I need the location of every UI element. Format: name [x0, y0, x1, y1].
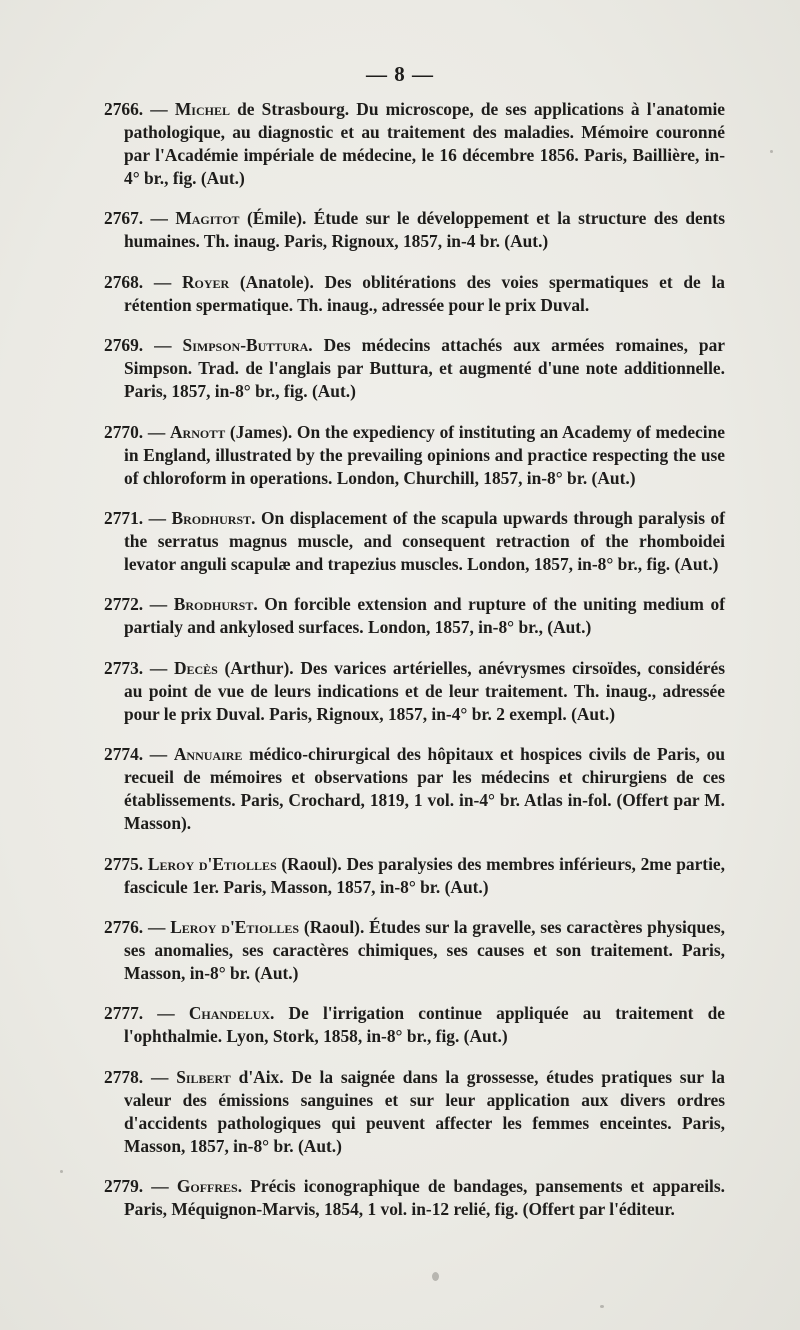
- catalogue-entry: [104, 1066, 725, 1158]
- entry-number: 2773.: [104, 657, 144, 678]
- entry-number: 2778.: [104, 1066, 144, 1087]
- entry-number: 2772.: [104, 594, 144, 615]
- entry-number: 2779.: [104, 1176, 144, 1197]
- entry-author: Arnott: [169, 421, 226, 442]
- entry-author: Brodhurst: [173, 594, 254, 615]
- entry-author: Magitot: [175, 208, 240, 229]
- entry-author: Michel: [174, 99, 230, 119]
- entry-author: Brodhurst: [171, 507, 252, 528]
- catalogue-entry: [104, 421, 725, 490]
- entry-separator: —: [143, 1066, 177, 1087]
- catalogue-entry: [104, 743, 725, 835]
- entry-number: 2769.: [104, 335, 144, 356]
- catalogue-entries: [104, 98, 725, 1233]
- catalogue-entry: [104, 853, 725, 899]
- entry-separator: —: [143, 271, 182, 292]
- entry-text: . De l'irrigation continue appliquée au traitement de l'ophthalmie. Lyon, Stork, 1858, in-8° br., fig. (Aut.): [124, 1003, 725, 1047]
- entry-separator: —: [143, 421, 170, 442]
- entry-separator: —: [143, 916, 171, 937]
- entry-separator: —: [143, 594, 174, 615]
- entry-text: (Émile). Étude sur le développement et la structure des dents humaines. Th. inaug. Paris, Rignoux, 1857, in-4 br. (Aut.): [124, 208, 725, 252]
- entry-author: Silbert: [176, 1066, 231, 1087]
- entry-author: Decès: [173, 657, 218, 678]
- paper-speck: [600, 1305, 604, 1308]
- catalogue-entry: [104, 1002, 725, 1048]
- entry-text: (Arthur). Des varices artérielles, anévrysmes cirsoïdes, considérés au point de vue de leurs indications et de leur traitement. Th. inaug., adressée pour le prix Duval. Paris, Rignoux, 1857, in-4° br. 2 exempl. (Aut.): [124, 657, 725, 724]
- entry-author: Goffres: [176, 1176, 238, 1197]
- catalogue-entry: [104, 98, 725, 190]
- entry-author: Chandelux: [188, 1003, 271, 1024]
- entry-number: 2766.: [104, 99, 144, 119]
- entry-separator: —: [143, 335, 183, 356]
- paper-speck: [60, 1170, 63, 1173]
- entry-number: 2777.: [104, 1003, 144, 1024]
- entry-text: de Strasbourg. Du microscope, de ses applications à l'anatomie pathologique, au diagnostic et au traitement des maladies. Mémoire couronné par l'Académie impériale de médecine, le 16 décembre 1856. Paris, Baillière, in-4° br., fig. (Aut.): [124, 99, 725, 188]
- paper-speck: [432, 1272, 439, 1281]
- entry-number: 2770.: [104, 421, 144, 442]
- catalogue-entry: [104, 916, 725, 985]
- entry-separator: —: [143, 507, 172, 528]
- entry-author: Leroy d'Etiolles: [170, 916, 300, 937]
- entry-text: (Anatole). Des oblitérations des voies spermatiques et de la rétention spermatique. Th. inaug., adressée pour le prix Duval.: [124, 271, 725, 315]
- entry-separator: —: [143, 744, 174, 765]
- entry-separator: —: [143, 657, 174, 678]
- paper-speck: [770, 150, 773, 153]
- entry-text: . Précis iconographique de bandages, pansements et appareils. Paris, Méquignon-Marvis, 1854, 1 vol. in-12 relié, fig. (Offert par l'éditeur.: [124, 1176, 725, 1220]
- catalogue-entry: [104, 271, 725, 317]
- catalogue-entry: [104, 1175, 725, 1221]
- entry-text: médico-chirurgical des hôpitaux et hospices civils de Paris, ou recueil de mémoires et observations par les médecins et chirurgiens de ces établissements. Paris, Crochard, 1819, 1 vol. in-4° br. Atlas in-fol. (Offert par M. Masson).: [124, 744, 725, 834]
- entry-number: 2776.: [104, 916, 144, 937]
- entry-text: (James). On the expediency of instituting an Academy of medecine in England, illustrated by the prevailing opinions and practice respecting the use of chloroform in operations. London, Churchill, 1857, in-8° br. (Aut.): [124, 421, 725, 488]
- entry-text: . On forcible extension and rupture of the uniting medium of partialy and ankylosed surfaces. London, 1857, in-8° br., (Aut.): [124, 594, 725, 638]
- entry-number: 2774.: [104, 744, 144, 765]
- entry-author: Simpson-Buttura: [182, 335, 309, 356]
- catalogue-entry: [104, 207, 725, 253]
- entry-author: Royer: [181, 271, 230, 292]
- entry-author: Annuaire: [173, 744, 243, 765]
- entry-number: 2771.: [104, 507, 144, 528]
- entry-separator: —: [143, 99, 175, 119]
- catalogue-entry: [104, 657, 725, 726]
- entry-separator: —: [143, 208, 176, 229]
- entry-number: 2767.: [104, 208, 144, 229]
- catalogue-entry: [104, 593, 725, 639]
- entry-number: 2768.: [104, 271, 144, 292]
- catalogue-entry: [104, 507, 725, 576]
- entry-separator: —: [143, 1176, 177, 1197]
- entry-text: . On displacement of the scapula upwards through paralysis of the serratus magnus muscle, and consequent retraction of the rhomboidei levator anguli scapulæ and trapezius muscles. London, 1857, in-8° br., fig. (Aut.): [124, 507, 725, 574]
- entry-separator: —: [143, 1003, 189, 1024]
- entry-number: 2775.: [104, 853, 144, 874]
- entry-text: d'Aix. De la saignée dans la grossesse, études pratiques sur la valeur des émissions sanguines et sur leur application aux divers ordres d'accidents pathologiques qui peuvent affecter les femmes enceintes. Paris, Masson, 1857, in-8° br. (Aut.): [124, 1066, 726, 1156]
- entry-text: (Raoul). Des paralysies des membres inférieurs, 2me partie, fascicule 1er. Paris, Masson, 1857, in-8° br. (Aut.): [124, 853, 725, 897]
- entry-author: Leroy d'Etiolles: [147, 853, 277, 874]
- page-number: — 8 —: [366, 62, 434, 86]
- catalogue-entry: [104, 334, 725, 403]
- entry-text: (Raoul). Études sur la gravelle, ses caractères physiques, ses anomalies, ses caractères chimiques, ses causes et son traitement. Paris, Masson, in-8° br. (Aut.): [124, 916, 725, 983]
- entry-text: . Des médecins attachés aux armées romaines, par Simpson. Trad. de l'anglais par Buttura, et augmenté d'une note additionnelle. Paris, 1857, in-8° br., fig. (Aut.): [124, 335, 725, 402]
